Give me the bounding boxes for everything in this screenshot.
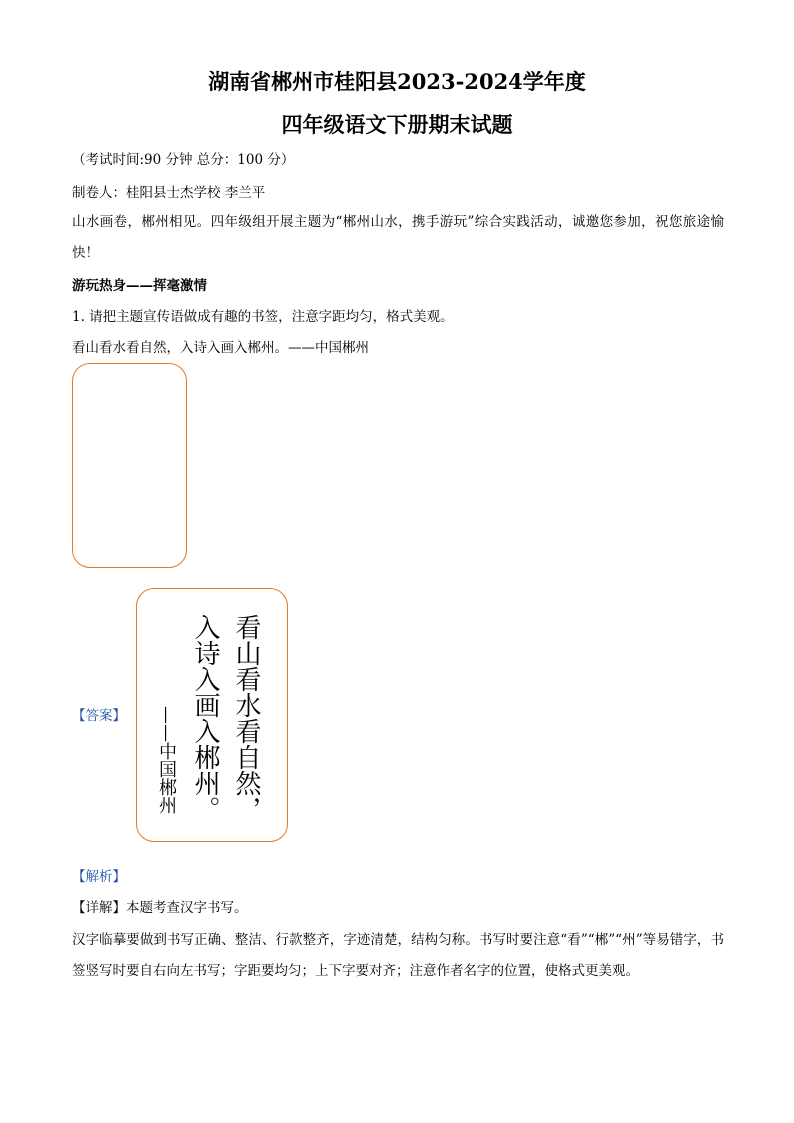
empty-bookmark-frame bbox=[72, 363, 187, 568]
question-slogan: 看山看水看自然，入诗入画入郴州。——中国郴州 bbox=[72, 340, 369, 356]
bookmark-signature: ——中国郴州 bbox=[156, 706, 177, 814]
intro-paragraph: 山水画卷，郴州相见。四年级组开展主题为“郴州山水，携手游玩”综合实践活动，诚邀您参加，祝您旅途愉快！ bbox=[72, 214, 724, 261]
answer-label: 【答案】 bbox=[72, 708, 126, 724]
page-title: 湖南省郴州市桂阳县2023-2024学年度 bbox=[208, 69, 586, 94]
section-heading: 游玩热身——挥毫激情 bbox=[72, 278, 207, 294]
analysis-label: 【解析】 bbox=[72, 869, 126, 885]
page-subtitle: 四年级语文下册期末试题 bbox=[281, 112, 513, 137]
question-text: 1. 请把主题宣传语做成有趣的书签，注意字距均匀，格式美观。 bbox=[72, 309, 454, 325]
author-line: 制卷人：桂阳县士杰学校 李兰平 bbox=[72, 185, 266, 201]
bookmark-column-1: 看山看水看自然， bbox=[231, 614, 261, 822]
bookmark-column-2: 入诗入画入郴州。 bbox=[190, 614, 220, 822]
analysis-body: 汉字临摹要做到书写正确、整洁、行款整齐，字迹清楚，结构匀称。书写时要注意“看”“郴”“州”等易错字，书签竖写时要自右向左书写；字距要均匀；上下字要对齐；注意作者名字的位置，使格式更美观。 bbox=[72, 932, 724, 979]
exam-info: （考试时间:90 分钟 总分：100 分） bbox=[72, 152, 295, 168]
analysis-detail: 【详解】本题考查汉字书写。 bbox=[72, 900, 248, 916]
